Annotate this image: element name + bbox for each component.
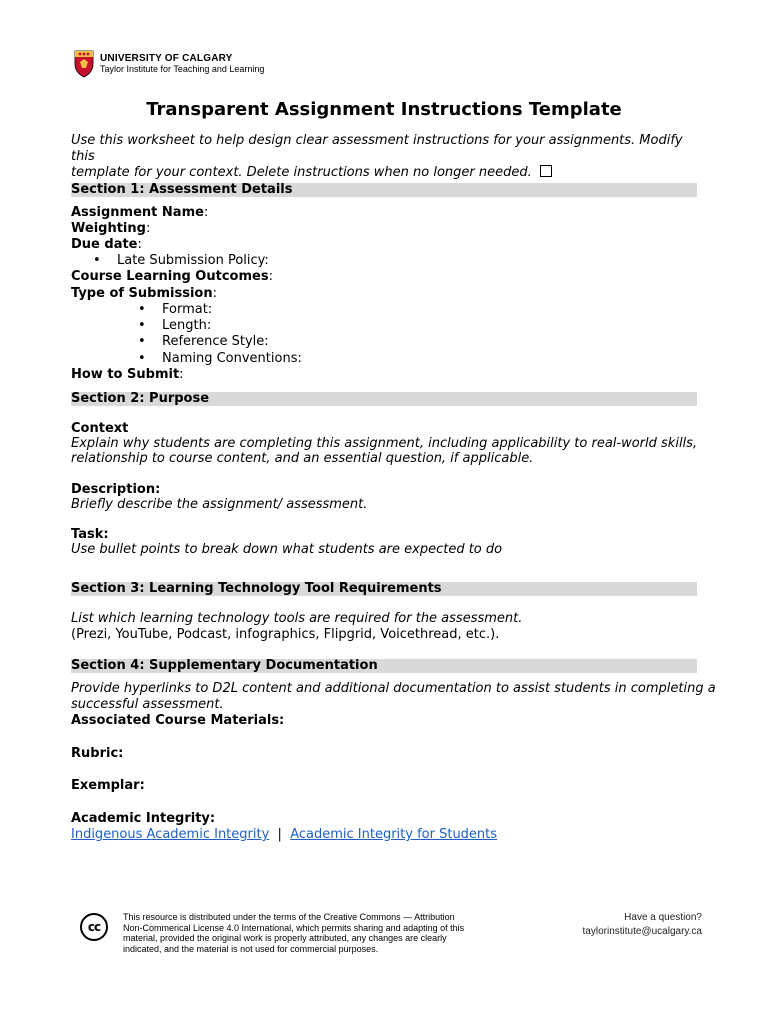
checkbox[interactable]: [540, 165, 552, 177]
due-date-row: Due date:: [71, 237, 142, 252]
exemplar-label: Exemplar:: [71, 778, 145, 793]
section-2-heading: Section 2: Purpose: [71, 392, 697, 406]
license-line-1: This resource is distributed under the terms of the Creative Commons — Attribution: [123, 912, 455, 922]
university-logo: [74, 50, 264, 78]
docs-line-2: successful assessment.: [71, 697, 224, 712]
submission-item-label: Length:: [162, 318, 212, 333]
contact-email[interactable]: taylorinstitute@ucalgary.ca: [582, 926, 702, 937]
question-text: Have a question?: [624, 912, 702, 923]
intro-paragraph: [71, 133, 698, 181]
outcomes-label: Course Learning Outcomes: [71, 269, 269, 284]
license-line-2: Non-Commerical License 4.0 International, which permits sharing and adapting of this: [123, 922, 465, 933]
section-1-heading: Section 1: Assessment Details: [71, 183, 697, 197]
creative-commons-icon: cc: [80, 913, 108, 941]
description-text: Briefly describe the assignment/ assessment.: [71, 497, 368, 512]
submission-item-length: • Length:: [138, 318, 212, 333]
outcomes-row: Course Learning Outcomes:: [71, 269, 273, 284]
submission-type-row: Type of Submission:: [71, 286, 217, 301]
how-to-submit-row: How to Submit:: [71, 367, 184, 382]
submission-item-format: • Format:: [138, 302, 213, 317]
license-text: [123, 912, 523, 954]
integrity-links: [71, 827, 497, 843]
university-shield-icon: [74, 50, 94, 78]
intro-line-2: template for your context. Delete instructions when no longer needed.: [71, 165, 532, 180]
context-line-1: Explain why students are completing this assignment, including applicability to real-world skills,: [71, 436, 698, 451]
student-integrity-link[interactable]: Academic Integrity for Students: [290, 827, 498, 842]
rubric-label: Rubric:: [71, 746, 124, 761]
section-4-heading: Section 4: Supplementary Documentation: [71, 659, 697, 673]
weighting-label: Weighting: [71, 221, 146, 236]
description-label: Description:: [71, 482, 161, 497]
submission-item-naming: • Naming Conventions:: [138, 351, 302, 366]
docs-line-1: Provide hyperlinks to D2L content and additional documentation to assist students in completing a: [71, 681, 716, 696]
weighting-row: Weighting:: [71, 221, 151, 236]
link-separator: |: [277, 827, 282, 842]
page-title: Transparent Assignment Instructions Template: [146, 99, 622, 120]
late-policy-label: Late Submission Policy:: [117, 253, 269, 268]
university-name: UNIVERSITY OF CALGARY: [100, 53, 233, 64]
section-3-heading: Section 3: Learning Technology Tool Requirements: [71, 582, 697, 596]
academic-integrity-label: Academic Integrity:: [71, 811, 216, 826]
indigenous-integrity-link[interactable]: Indigenous Academic Integrity: [71, 827, 270, 842]
submission-item-reference: • Reference Style:: [138, 334, 269, 349]
license-line-3: material, provided the original work is properly attributed, any changes are clearly: [123, 933, 447, 943]
assignment-name-label: Assignment Name: [71, 205, 204, 220]
submission-type-label: Type of Submission: [71, 286, 213, 301]
contact-block: [583, 911, 702, 939]
context-label: Context: [71, 421, 129, 436]
task-text: Use bullet points to break down what students are expected to do: [71, 542, 503, 557]
submission-item-label: Reference Style:: [162, 334, 269, 349]
how-to-submit-label: How to Submit: [71, 367, 180, 382]
tools-line-1: List which learning technology tools are required for the assessment.: [71, 611, 523, 626]
submission-item-label: Format:: [162, 302, 213, 317]
submission-item-label: Naming Conventions:: [162, 351, 302, 366]
task-label: Task:: [71, 527, 109, 542]
institute-name: Taylor Institute for Teaching and Learning: [100, 64, 265, 74]
tools-line-2: (Prezi, YouTube, Podcast, infographics, Flipgrid, Voicethread, etc.).: [71, 627, 500, 642]
course-materials-label: Associated Course Materials:: [71, 713, 285, 728]
intro-line-1: Use this worksheet to help design clear assessment instructions for your assignments. Modify this: [71, 133, 683, 164]
assignment-name-row: Assignment Name:: [71, 205, 209, 220]
late-policy-item: • Late Submission Policy:: [93, 253, 269, 268]
due-date-label: Due date: [71, 237, 138, 252]
license-line-4: indicated, and the material is not used for commercial purposes.: [123, 943, 379, 954]
context-line-2: relationship to course content, and an essential question, if applicable.: [71, 451, 534, 466]
